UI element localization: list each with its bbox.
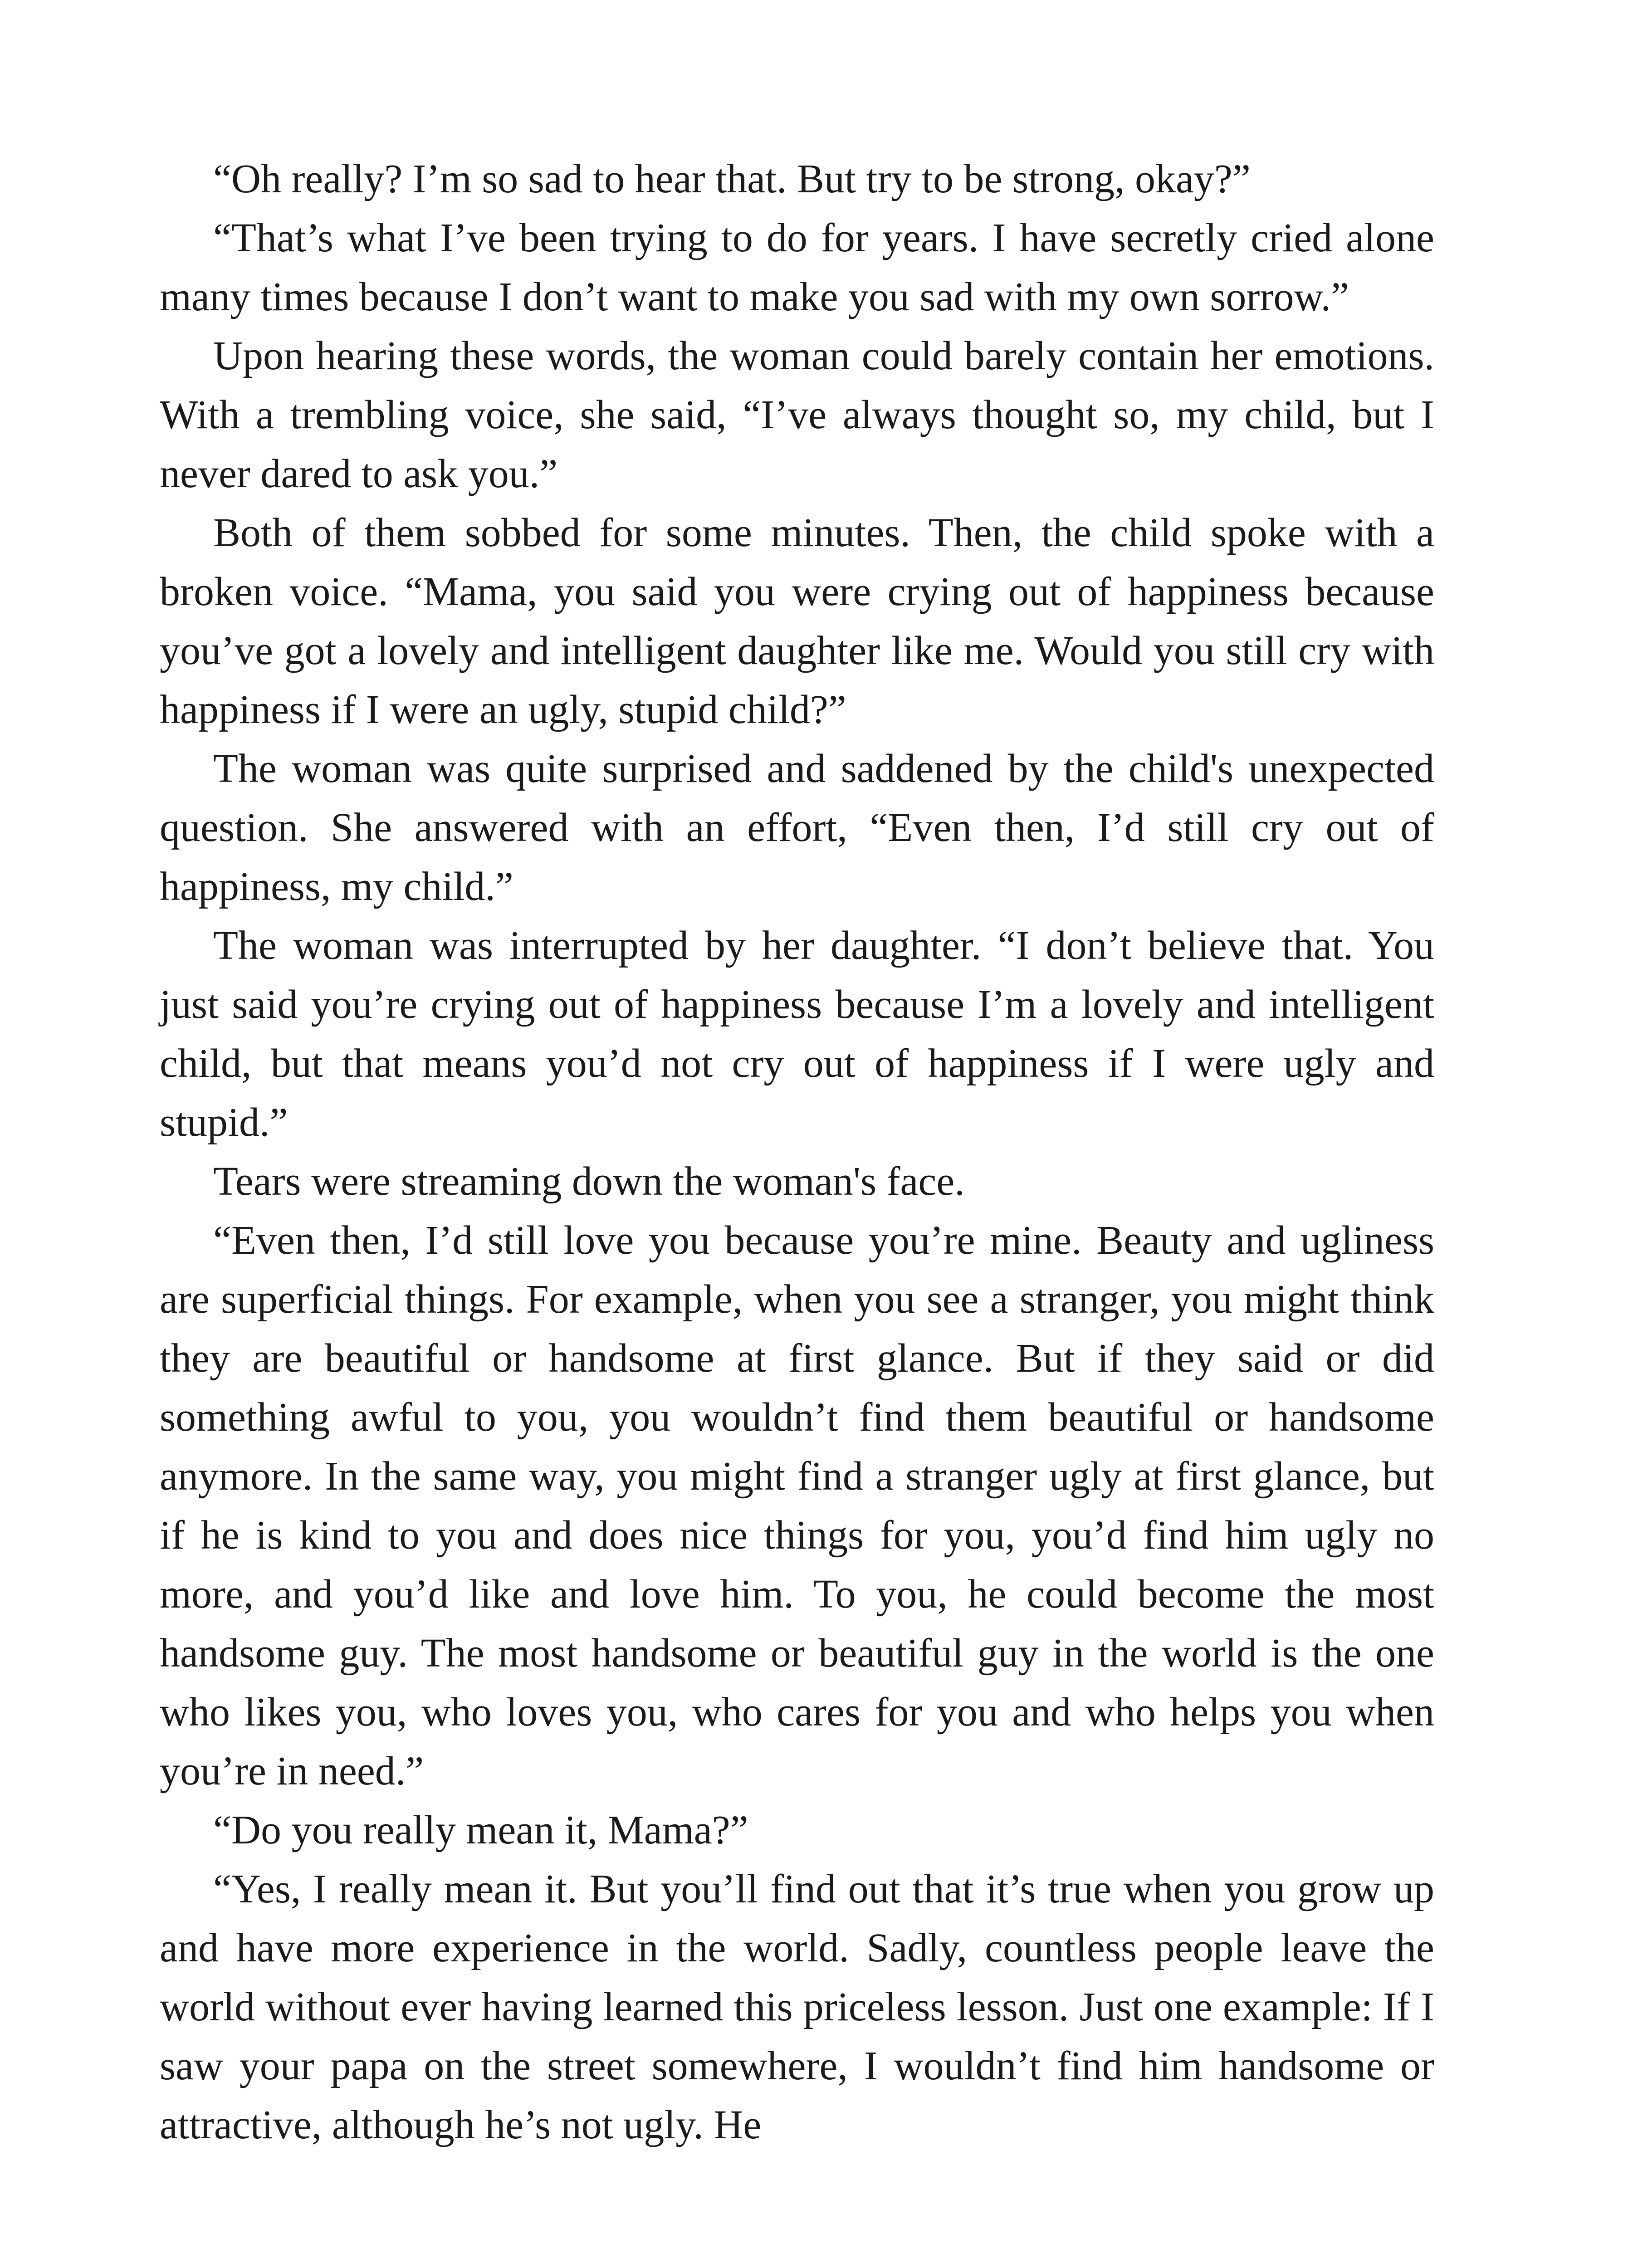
paragraph: “Oh really? I’m so sad to hear that. But try to be strong, okay?” (213, 156, 1251, 201)
paragraph: “Do you really mean it, Mama?” (213, 1808, 748, 1853)
paragraph: “Even then, I’d still love you because you’re mine. Beauty and ugliness are superficial things. For example, when you see a stranger, you might think they are beautiful or handsome at first glance. But if they said or did something awful to you, you wouldn’t find them beautiful or handsome anymore. In the same way, you might find a stranger ugly at first glance, but if he is kind to you and does nice things for you, you’d find him ugly no more, and you’d like and love him. To you, he could become the most handsome guy. The most handsome or beautiful guy in the world is the one who likes you, who loves you, who cares for you and who helps you when you’re in need.” (160, 1218, 1434, 1794)
body-text (160, 150, 1434, 2155)
paragraph: The woman was interrupted by her daughter. “I don’t believe that. You just said you’re crying out of happiness because I’m a lovely and intelligent child, but that means you’d not cry out of happiness if I were ugly and stupid.” (160, 923, 1434, 1145)
paragraph: “Yes, I really mean it. But you’ll find out that it’s true when you grow up and have more experience in the world. Sadly, countless people leave the world without ever having learned this priceless lesson. Just one example: If I saw your papa on the street somewhere, I wouldn’t find him handsome or attractive, although he’s not ugly. He (160, 1867, 1434, 2147)
paragraph: Both of them sobbed for some minutes. Then, the child spoke with a broken voice. “Mama, you said you were crying out of happiness because you’ve got a lovely and intelligent daughter like me. Would you still cry with happiness if I were an ugly, stupid child?” (160, 510, 1434, 732)
paragraph: Upon hearing these words, the woman could barely contain her emotions. With a trembling voice, she said, “I’ve always thought so, my child, but I never dared to ask you.” (160, 333, 1434, 496)
paragraph: “That’s what I’ve been trying to do for years. I have secretly cried alone many times because I don’t want to make you sad with my own sorrow.” (160, 215, 1434, 319)
paragraph: Tears were streaming down the woman's face. (213, 1159, 965, 1204)
paragraph: The woman was quite surprised and saddened by the child's unexpected question. She answered with an effort, “Even then, I’d still cry out of happiness, my child.” (160, 746, 1434, 909)
